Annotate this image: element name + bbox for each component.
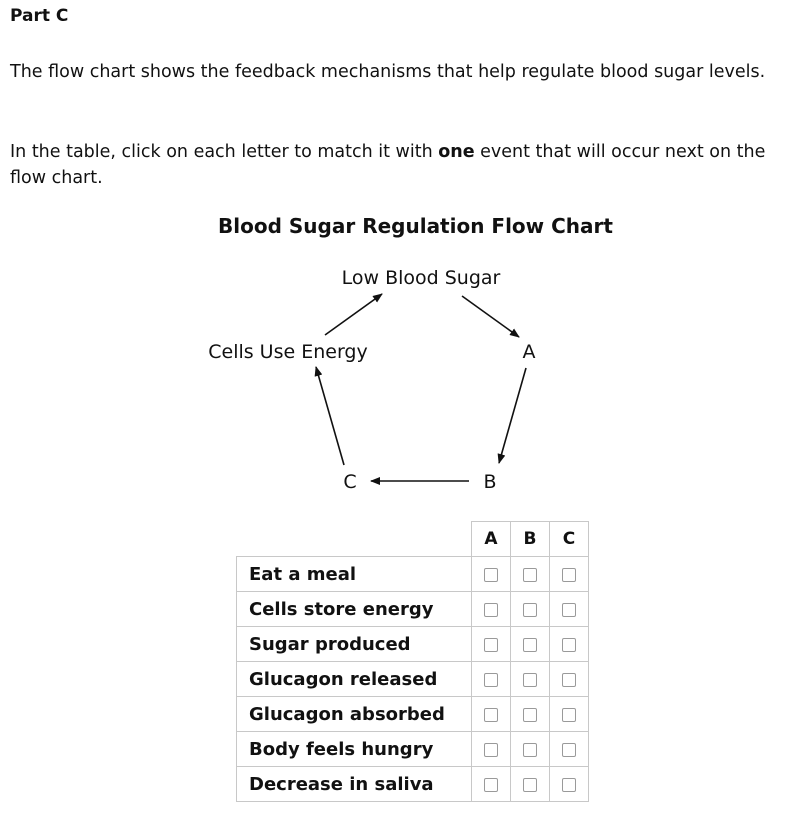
- checkbox-eat-a-meal-c[interactable]: [562, 568, 576, 582]
- table-row: [237, 557, 589, 592]
- arrow-c-to-cells: [316, 367, 344, 465]
- table-row: [237, 732, 589, 767]
- checkbox-eat-a-meal-a[interactable]: [484, 568, 498, 582]
- checkbox-glucagon-absorbed-a[interactable]: [484, 708, 498, 722]
- checkbox-glucagon-absorbed-b[interactable]: [523, 708, 537, 722]
- row-label: Cells store energy: [237, 592, 472, 627]
- checkbox-body-feels-hungry-b[interactable]: [523, 743, 537, 757]
- checkbox-glucagon-released-b[interactable]: [523, 673, 537, 687]
- flow-node-low-blood-sugar: Low Blood Sugar: [341, 267, 501, 289]
- table-header-blank: [237, 522, 472, 557]
- table-row: [237, 627, 589, 662]
- checkbox-body-feels-hungry-c[interactable]: [562, 743, 576, 757]
- flow-node-cells-use-energy: Cells Use Energy: [208, 341, 368, 363]
- row-label: Glucagon released: [237, 662, 472, 697]
- row-label: Glucagon absorbed: [237, 697, 472, 732]
- checkbox-decrease-in-saliva-b[interactable]: [523, 778, 537, 792]
- table-row: [237, 767, 589, 802]
- flow-node-c: C: [343, 471, 357, 493]
- instruction-emphasis: one: [438, 142, 475, 162]
- flow-node-b: B: [483, 471, 497, 493]
- column-header-b: B: [511, 522, 550, 557]
- checkbox-cells-store-energy-a[interactable]: [484, 603, 498, 617]
- checkbox-cells-store-energy-b[interactable]: [523, 603, 537, 617]
- row-label: Body feels hungry: [237, 732, 472, 767]
- checkbox-decrease-in-saliva-c[interactable]: [562, 778, 576, 792]
- column-header-a: A: [472, 522, 511, 557]
- checkbox-sugar-produced-c[interactable]: [562, 638, 576, 652]
- arrow-cells-to-low: [325, 294, 382, 335]
- instruction-after: event that will occur next on the flow chart.: [10, 142, 766, 188]
- table-row: [237, 592, 589, 627]
- instruction-before: In the table, click on each letter to match it with: [10, 142, 439, 162]
- checkbox-eat-a-meal-b[interactable]: [523, 568, 537, 582]
- chart-title: Blood Sugar Regulation Flow Chart: [218, 214, 613, 238]
- checkbox-glucagon-released-a[interactable]: [484, 673, 498, 687]
- row-label: Decrease in saliva: [237, 767, 472, 802]
- row-label: Eat a meal: [237, 557, 472, 592]
- checkbox-cells-store-energy-c[interactable]: [562, 603, 576, 617]
- checkbox-sugar-produced-b[interactable]: [523, 638, 537, 652]
- checkbox-glucagon-absorbed-c[interactable]: [562, 708, 576, 722]
- table-row: [237, 697, 589, 732]
- part-label: Part C: [10, 6, 69, 26]
- arrow-a-to-b: [499, 368, 526, 463]
- table-row: [237, 662, 589, 697]
- checkbox-decrease-in-saliva-a[interactable]: [484, 778, 498, 792]
- checkbox-body-feels-hungry-a[interactable]: [484, 743, 498, 757]
- flow-node-a: A: [522, 341, 536, 363]
- match-table: [236, 521, 589, 802]
- intro-text: The flow chart shows the feedback mechanisms that help regulate blood sugar levels.: [10, 62, 766, 82]
- checkbox-glucagon-released-c[interactable]: [562, 673, 576, 687]
- column-header-c: C: [550, 522, 589, 557]
- arrow-low-to-a: [462, 296, 519, 337]
- row-label: Sugar produced: [237, 627, 472, 662]
- table-header-row: [237, 522, 589, 557]
- checkbox-sugar-produced-a[interactable]: [484, 638, 498, 652]
